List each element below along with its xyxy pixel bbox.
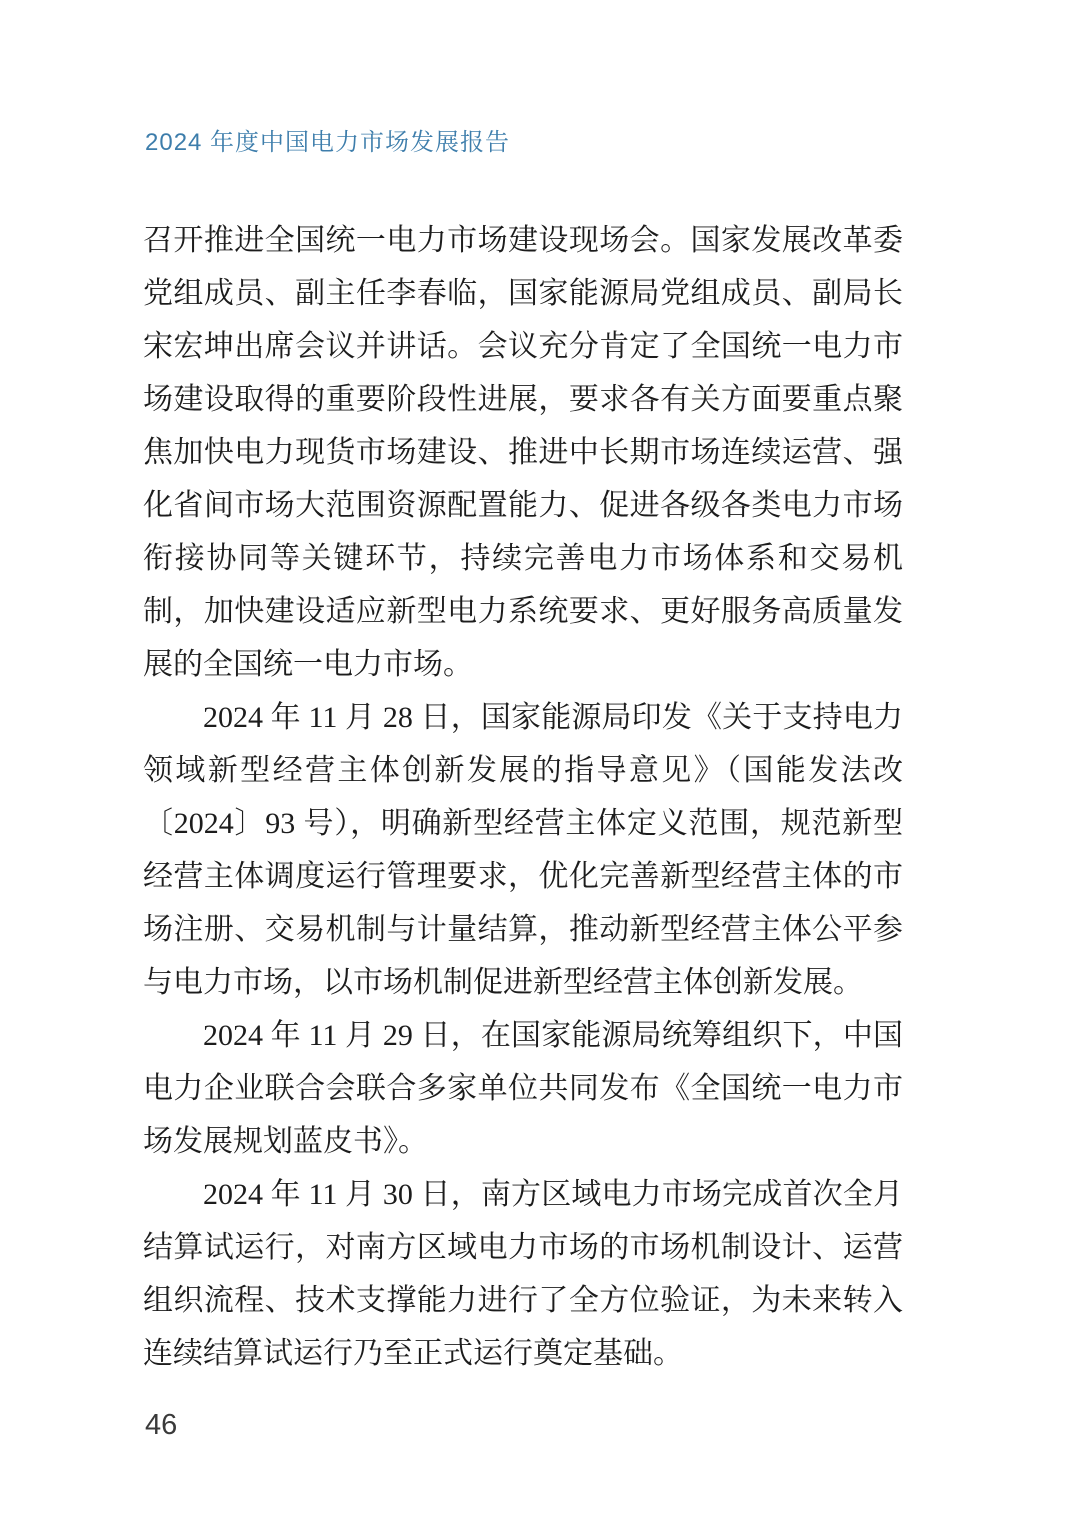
paragraph-4: 2024 年 11 月 30 日，南方区域电力市场完成首次全月结算试运行，对南方区域电力市场的市场机制设计、运营组织流程、技术支撑能力进行了全方位验证，为未来转入连续结算试运行乃至正式运行奠定基础。 xyxy=(143,1178,903,1370)
running-header: 2024 年度中国电力市场发展报告 xyxy=(145,129,511,156)
paragraph-3: 2024 年 11 月 29 日，在国家能源局统筹组织下，中国电力企业联合会联合多家单位共同发布《全国统一电力市场发展规划蓝皮书》。 xyxy=(143,1019,903,1158)
paragraph-2: 2024 年 11 月 28 日，国家能源局印发《关于支持电力领域新型经营主体创新发展的指导意见》（国能发法改〔2024〕93 号），明确新型经营主体定义范围，规范新型经营主体调度运行管理要求，优化完善新型经营主体的市场注册、交易机制与计量结算，推动新型经营主体公平参与电力市场，以市场机制促进新型经营主体创新发展。 xyxy=(143,701,903,999)
body-text xyxy=(143,214,903,1380)
paragraph-1: 召开推进全国统一电力市场建设现场会。国家发展改革委党组成员、副主任李春临，国家能源局党组成员、副局长宋宏坤出席会议并讲话。会议充分肯定了全国统一电力市场建设取得的重要阶段性进展，要求各有关方面要重点聚焦加快电力现货市场建设、推进中长期市场连续运营、强化省间市场大范围资源配置能力、促进各级各类电力市场衔接协同等关键环节，持续完善电力市场体系和交易机制，加快建设适应新型电力系统要求、更好服务高质量发展的全国统一电力市场。 xyxy=(143,224,903,681)
page-number: 46 xyxy=(145,1409,178,1441)
